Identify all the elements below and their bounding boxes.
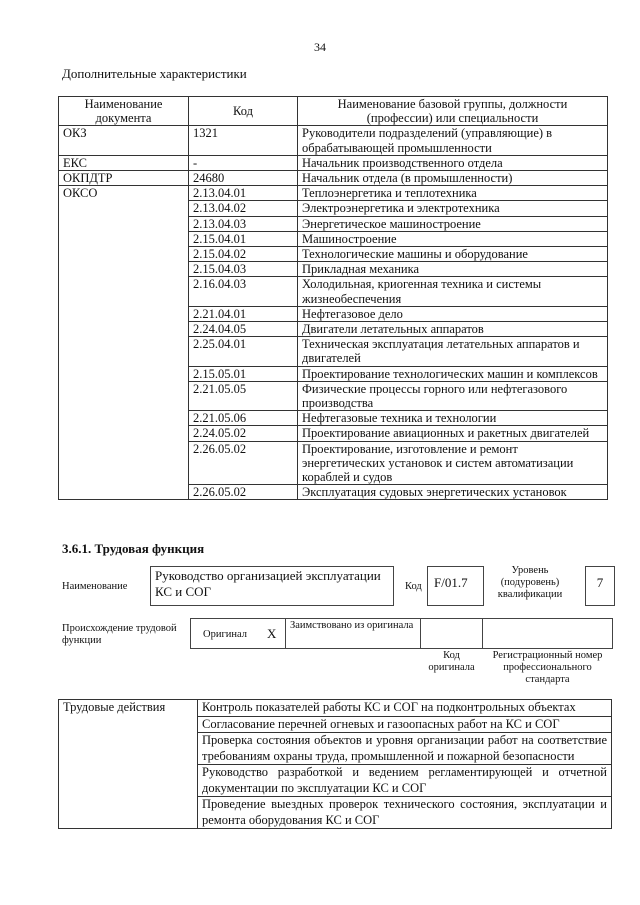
name-cell: Холодильная, криогенная техника и системы жизнеобеспечения [298,277,608,306]
labor-action-item: Согласование перечней огневых и газоопасных работ на КС и СОГ [198,716,612,733]
name-cell: Двигатели летательных аппаратов [298,322,608,337]
labor-actions-table [58,699,612,829]
name-cell: Машиностроение [298,231,608,246]
code-cell: 2.24.05.02 [189,426,298,441]
code-cell: 2.21.04.01 [189,306,298,321]
name-cell: Физические процессы горного или нефтегазового производства [298,381,608,410]
labor-action-item: Руководство разработкой и ведением регламентирующей и отчетной документации по эксплуатации КС и СОГ [198,765,612,797]
code-cell: - [189,155,298,170]
code-cell: 2.15.04.03 [189,262,298,277]
code-cell: 2.16.04.03 [189,277,298,306]
reg-number-field [482,618,613,649]
table-row [59,171,608,186]
name-cell: Техническая эксплуатация летательных аппаратов и двигателей [298,337,608,366]
code-cell: 2.15.05.01 [189,366,298,381]
borrowed-cell: Заимствовано из оригинала [285,618,421,649]
name-cell: Проектирование, изготовление и ремонт энергетических установок и систем автоматизации кораблей и судов [298,441,608,485]
qualification-level-field: 7 [585,566,615,606]
code-cell: 2.13.04.02 [189,201,298,216]
table-row [59,155,608,170]
code-cell: 2.26.05.02 [189,485,298,500]
code-cell: 1321 [189,126,298,155]
header-name: Наименование базовой группы, должности (профессии) или специальности [298,97,608,126]
function-name-field: Руководство организацией эксплуатации КС и СОГ [150,566,394,606]
function-code-label: Код [405,581,422,592]
code-cell: 2.13.04.01 [189,186,298,201]
original-label: Оригинал [203,629,247,640]
name-cell: Руководители подразделений (управляющие) в обрабатывающей промышленности [298,126,608,155]
function-code-field: F/01.7 [427,566,484,606]
name-cell: Начальник отдела (в промышленности) [298,171,608,186]
labor-action-item: Проведение выездных проверок технического состояния, эксплуатации и ремонта оборудования КС и СОГ [198,797,612,829]
name-cell: Эксплуатация судовых энергетических установок [298,485,608,500]
table-row [59,126,608,155]
characteristics-table [58,96,608,500]
reg-number-caption: Регистрационный номер профессионального стандарта [492,650,603,685]
name-cell: Нефтегазовые техника и технологии [298,411,608,426]
code-cell: 2.25.04.01 [189,337,298,366]
name-cell: Проектирование авиационных и ракетных двигателей [298,426,608,441]
code-cell: 2.15.04.01 [189,231,298,246]
section-title: 3.6.1. Трудовая функция [62,541,205,556]
name-cell: Прикладная механика [298,262,608,277]
document-cell: ОКЗ [59,126,189,155]
function-name-label: Наименование [62,581,128,592]
code-cell: 2.15.04.02 [189,247,298,262]
name-cell: Электроэнергетика и электротехника [298,201,608,216]
code-cell: 2.21.05.06 [189,411,298,426]
code-cell: 2.21.05.05 [189,381,298,410]
original-code-field [420,618,483,649]
original-code-caption: Код оригинала [428,650,475,673]
extra-characteristics-title: Дополнительные характеристики [62,66,247,81]
table-header-row [59,97,608,126]
name-cell: Проектирование технологических машин и комплексов [298,366,608,381]
name-cell: Нефтегазовое дело [298,306,608,321]
document-cell: ОКСО [59,186,189,500]
document-cell: ОКПДТР [59,171,189,186]
document-cell: ЕКС [59,155,189,170]
table-body [59,126,608,500]
origin-label: Происхождение трудовой функции [62,623,177,646]
header-document: Наименование документа [59,97,189,126]
code-cell: 24680 [189,171,298,186]
name-cell: Теплоэнергетика и теплотехника [298,186,608,201]
table-row [59,186,608,201]
qualification-level-label: Уровень (подуровень) квалификации [497,565,563,600]
labor-action-row [59,700,612,717]
name-cell: Технологические машины и оборудование [298,247,608,262]
original-mark: X [267,626,277,641]
code-cell: 2.26.05.02 [189,441,298,485]
name-cell: Начальник производственного отдела [298,155,608,170]
name-cell: Энергетическое машиностроение [298,216,608,231]
labor-actions-label: Трудовые действия [59,700,198,829]
labor-action-item: Проверка состояния объектов и уровня организации работ на соответствие требованиям охраны труда, промышленной и пожарной безопасности [198,733,612,765]
page-number: 34 [314,40,326,54]
labor-action-item: Контроль показателей работы КС и СОГ на подконтрольных объектах [198,700,612,717]
header-code: Код [189,97,298,126]
code-cell: 2.24.04.05 [189,322,298,337]
original-cell [190,618,286,649]
code-cell: 2.13.04.03 [189,216,298,231]
